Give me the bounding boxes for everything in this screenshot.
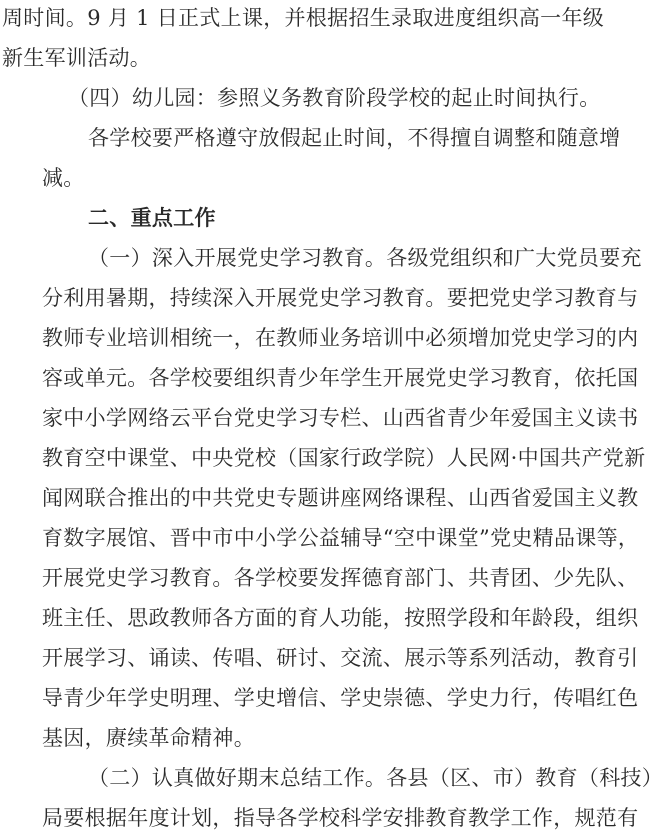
text-line-15: 开展党史学习教育。各学校要发挥德育部门、共青团、少先队、 bbox=[42, 566, 639, 590]
section-heading: 二、重点工作 bbox=[88, 206, 216, 230]
section-marker-two: （二） bbox=[88, 766, 152, 790]
text-line-19: 基因，赓续革命精神。 bbox=[42, 726, 255, 750]
text-line-13: 闻网联合推出的中共党史专题讲座网络课程、山西省爱国主义教 bbox=[42, 486, 639, 510]
section-marker-one: （一） bbox=[88, 246, 152, 270]
text-line-5: 减。 bbox=[42, 166, 85, 190]
text-line-8: 分利用暑期，持续深入开展党史学习教育。要把党史学习教育与 bbox=[42, 286, 639, 310]
text-line-21: 局要根据年度计划，指导各学校科学安排教育教学工作，规范有 bbox=[42, 806, 639, 830]
text-line-16: 班主任、思政教师各方面的育人功能，按照学段和年龄段，组织 bbox=[42, 606, 639, 630]
text-line-3: （四）幼儿园：参照义务教育阶段学校的起止时间执行。 bbox=[68, 86, 601, 110]
text-line-9: 教师专业培训相统一，在教师业务培训中必须增加党史学习的内 bbox=[42, 326, 639, 350]
text-line-18: 导青少年学史明理、学史增信、学史崇德、学史力行，传唱红色 bbox=[42, 686, 639, 710]
text-line-17: 开展学习、诵读、传唱、研讨、交流、展示等系列活动，教育引 bbox=[42, 646, 639, 670]
text-line-14: 育数字展馆、晋中市中小学公益辅导“空中课堂”党史精品课等， bbox=[42, 526, 640, 550]
text-line-10: 容或单元。各学校要组织青少年学生开展党史学习教育，依托国 bbox=[42, 366, 639, 390]
paragraph-two-lead: 认真做好期末总结工作。各县（区、市）教育（科技） bbox=[151, 766, 664, 790]
paragraph-one-first-line bbox=[88, 238, 666, 278]
text-line-12: 教育空中课堂、中央党校（国家行政学院）人民网·中国共产党新 bbox=[42, 446, 646, 470]
paragraph-one-lead: 深入开展党史学习教育。各级党组织和广大党员要充 bbox=[151, 246, 642, 270]
text-line-4: 各学校要严格遵守放假起止时间，不得擅自调整和随意增 bbox=[88, 126, 621, 150]
text-line-2: 新生军训活动。 bbox=[2, 46, 152, 70]
text-line-1: 周时间。9 月 1 日正式上课，并根据招生录取进度组织高一年级 bbox=[2, 6, 605, 30]
text-line-11: 家中小学网络云平台党史学习专栏、山西省青少年爱国主义读书 bbox=[42, 406, 639, 430]
paragraph-two-first-line bbox=[88, 758, 666, 798]
